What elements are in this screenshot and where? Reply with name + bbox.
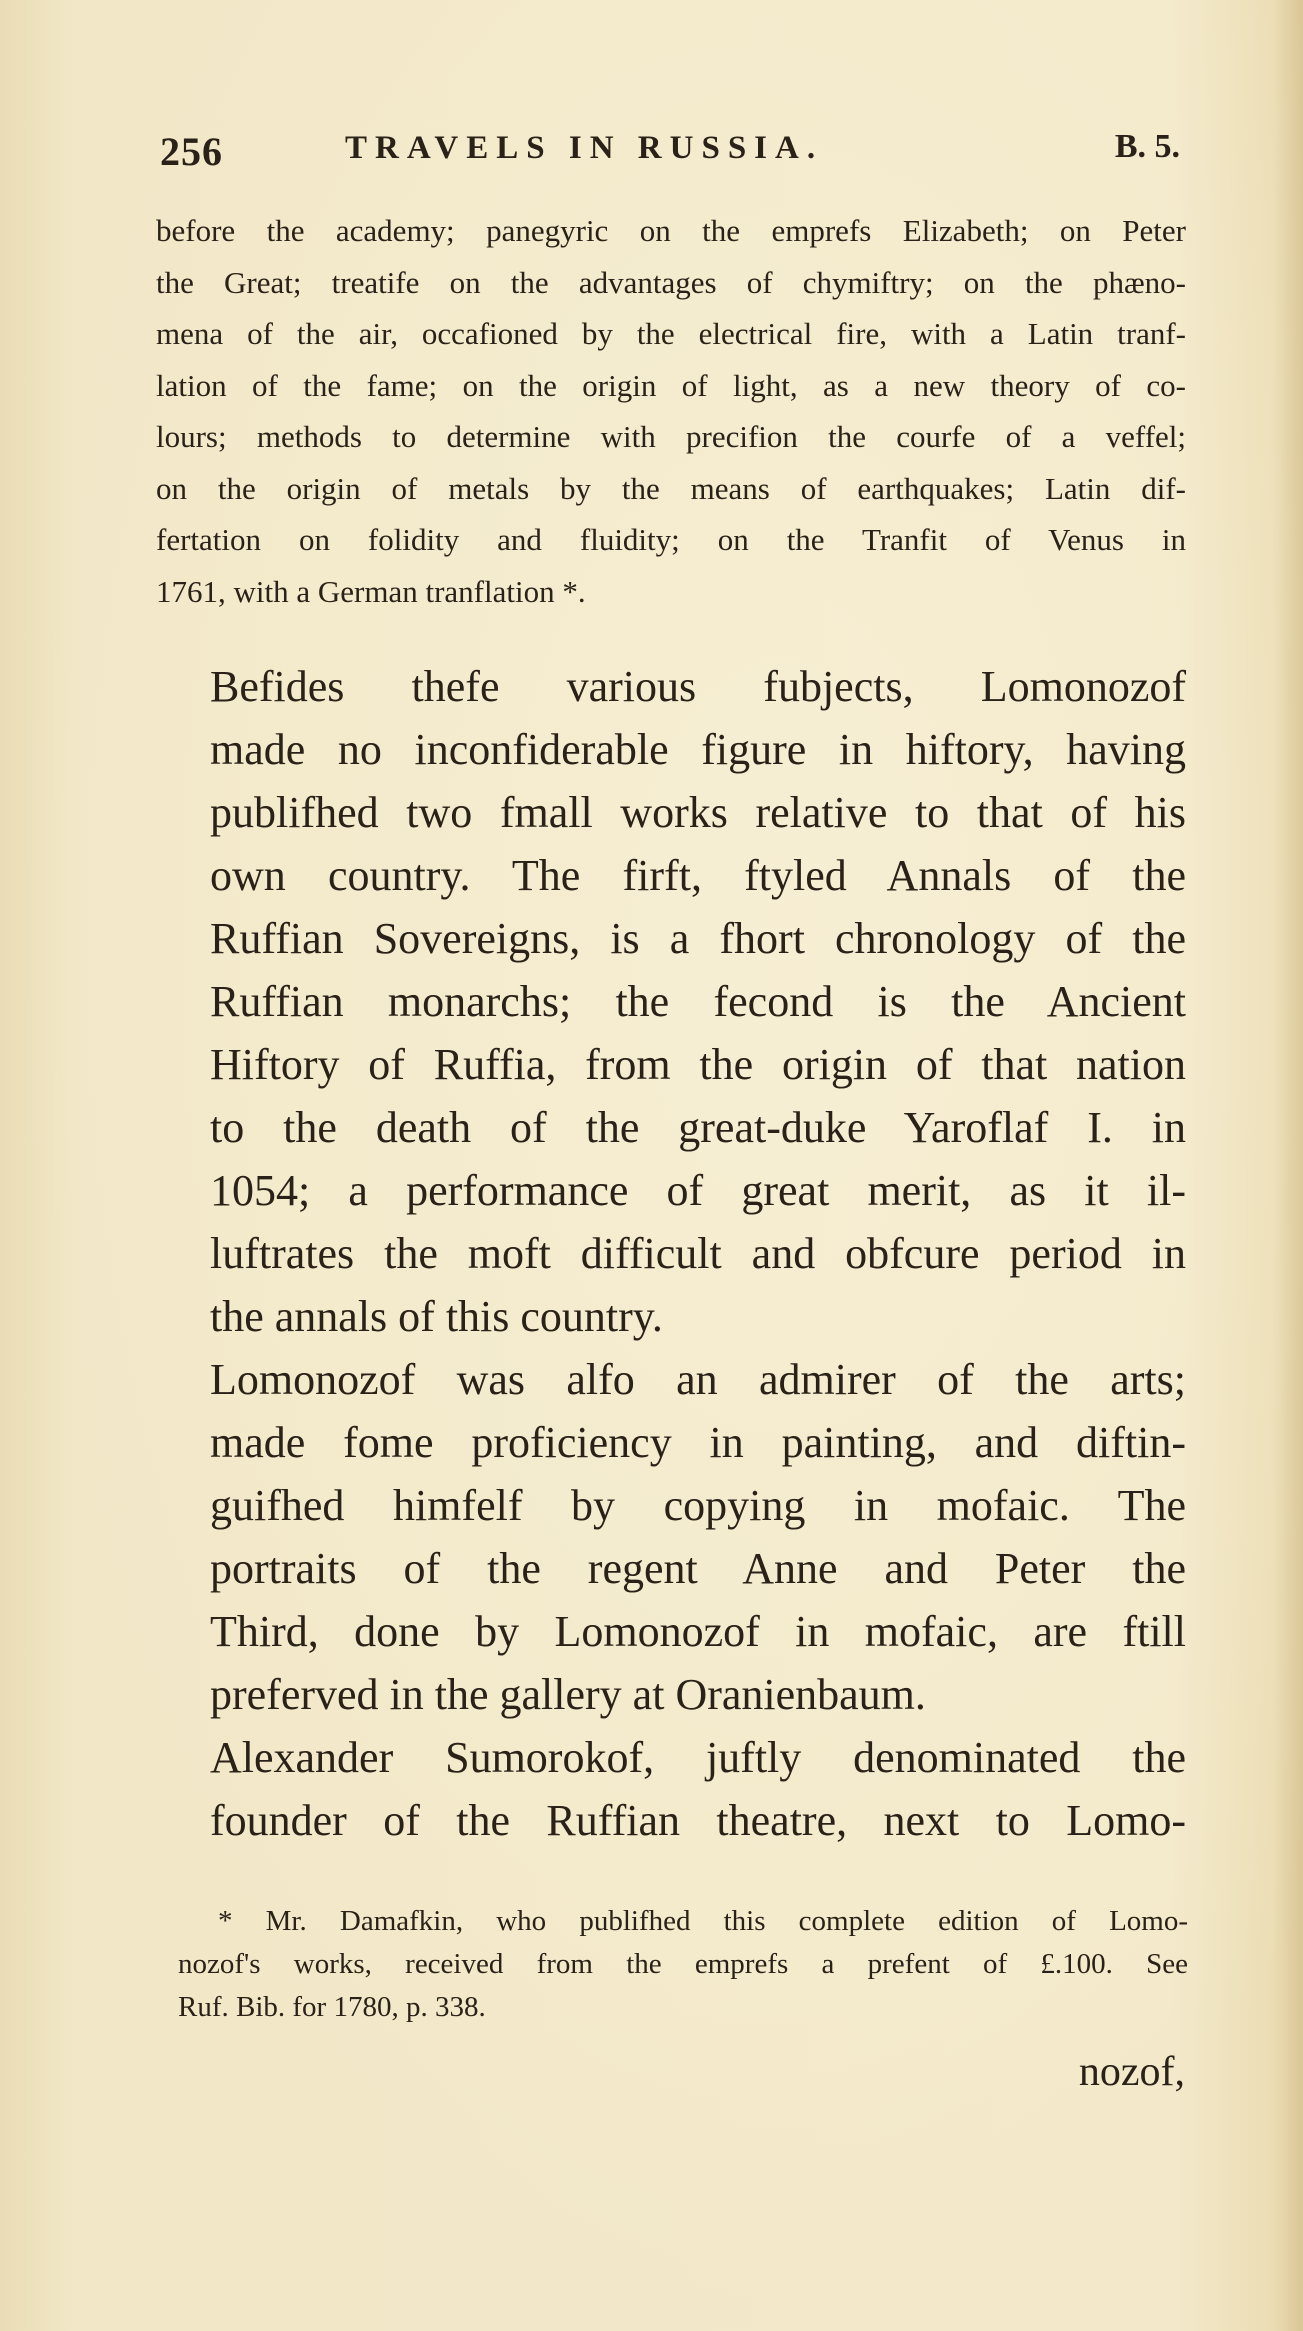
text-line: preferved in the gallery at Oranienbaum.: [210, 1670, 926, 1719]
text-line: before the academy; panegyric on the emprefs Elizabeth; on Peter: [156, 213, 1186, 248]
text-line: Hiftory of Ruffia, from the origin of that nation: [210, 1040, 1186, 1089]
text-line: founder of the Ruffian theatre, next to Lomo-: [210, 1796, 1186, 1845]
text-line: 1761, with a German tranflation *.: [156, 573, 586, 609]
book-number: B. 5.: [1114, 128, 1180, 165]
text-line: 1054; a performance of great merit, as it il-: [210, 1166, 1186, 1215]
text-line: lours; methods to determine with precifion the courfe of a veffel;: [156, 419, 1186, 454]
text-line: Ruffian Sovereigns, is a fhort chronology of the: [210, 914, 1186, 963]
text-line: luftrates the moft difficult and obfcure period in: [210, 1229, 1186, 1278]
text-line: the Great; treatife on the advantages of chymiftry; on the phæno-: [156, 264, 1186, 300]
footnote-line: nozof's works, received from the emprefs a prefent of £.100. See: [178, 1948, 1188, 1980]
text-line: to the death of the great-duke Yaroflaf I. in: [210, 1103, 1186, 1152]
text-line: lation of the fame; on the origin of light, as a new theory of co-: [156, 367, 1186, 403]
page-edge-shadow: [1273, 0, 1303, 2331]
text-line: Lomonozof was alfo an admirer of the arts;: [210, 1355, 1186, 1404]
text-line: made no inconfiderable figure in hiftory, having: [210, 725, 1186, 774]
text-line: fertation on folidity and fluidity; on the Tranfit of Venus in: [156, 522, 1186, 557]
text-line: on the origin of metals by the means of earthquakes; Latin dif-: [156, 470, 1186, 506]
text-line: Third, done by Lomonozof in mofaic, are ftill: [210, 1607, 1186, 1656]
footnote-line: Ruf. Bib. for 1780, p. 338.: [178, 1991, 486, 2023]
text-line: Alexander Sumorokof, juftly denominated the: [210, 1733, 1186, 1782]
text-line: publifhed two fmall works relative to that of his: [210, 788, 1186, 837]
main-text: [210, 655, 1186, 1852]
text-line: made fome proficiency in painting, and diftin-: [210, 1418, 1186, 1467]
footnote: [178, 1900, 1188, 2029]
running-head: [160, 128, 1180, 178]
notes-paragraph: [156, 205, 1186, 617]
text-line: mena of the air, occafioned by the electrical fire, with a Latin tranf-: [156, 316, 1186, 351]
text-line: Befides thefe various fubjects, Lomonozof: [210, 662, 1186, 711]
running-title: TRAVELS IN RUSSIA.: [345, 130, 824, 166]
text-line: the annals of this country.: [210, 1292, 663, 1341]
page-number: 256: [160, 129, 223, 174]
text-line: guifhed himfelf by copying in mofaic. The: [210, 1481, 1186, 1530]
catchword: nozof,: [1078, 2049, 1185, 2095]
text-line: own country. The firft, ftyled Annals of the: [210, 851, 1186, 900]
text-line: Ruffian monarchs; the fecond is the Ancient: [210, 977, 1186, 1026]
footnote-line: * Mr. Damafkin, who publifhed this complete edition of Lomo-: [218, 1905, 1188, 1937]
text-line: portraits of the regent Anne and Peter the: [210, 1544, 1186, 1593]
